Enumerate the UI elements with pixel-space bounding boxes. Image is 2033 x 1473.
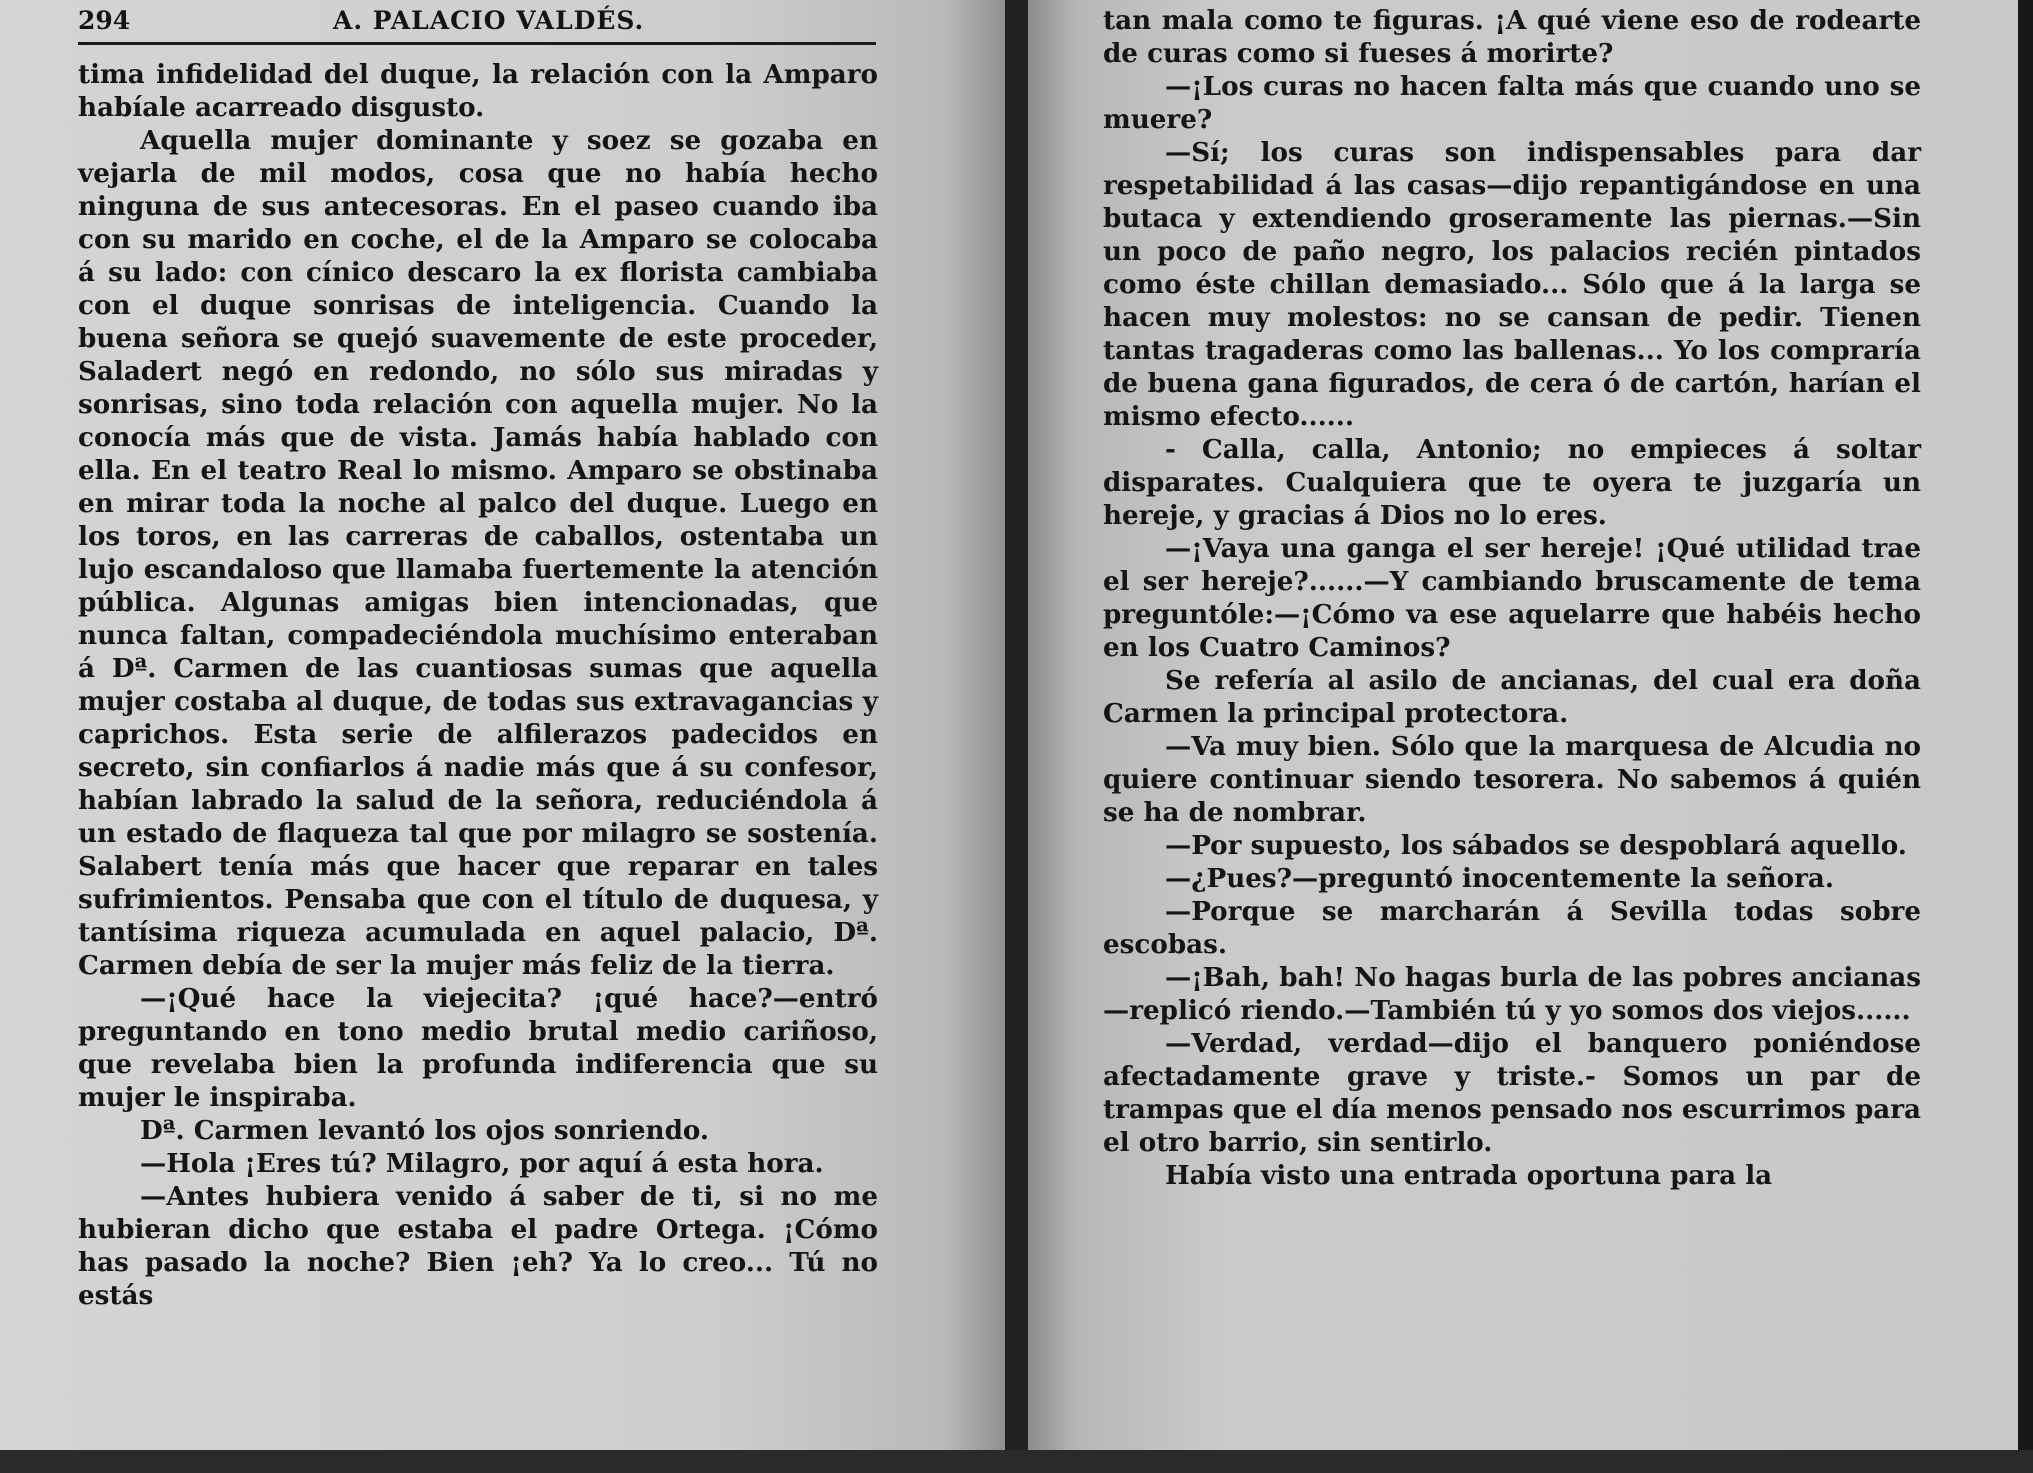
header-rule (78, 42, 876, 45)
running-head-title: A. PALACIO VALDÉS. (333, 6, 645, 35)
paragraph: —¡Vaya una ganga el ser hereje! ¡Qué utilidad trae el ser hereje?......—Y cambiando bruscamente de tema preguntóle:—¡Cómo va ese aquelarre que habéis hecho en los Cuatro Caminos? (1103, 533, 1921, 663)
paragraph: Aquella mujer dominante y soez se gozaba en vejarla de mil modos, cosa que no había hecho ninguna de sus antecesoras. En el paseo cuando iba con su marido en coche, el de la Amparo se colocaba á su lado: con cínico descaro la ex florista cambiaba con el duque sonrisas de inteligencia. Cuando la buena señora se quejó suavemente de este proceder, Saladert negó en redondo, no sólo sus miradas y sonrisas, sino toda relación con aquella mujer. No la conocía más que de vista. Jamás había hablado con ella. En el teatro Real lo mismo. Amparo se obstinaba en mirar toda la noche al palco del duque. Luego en los toros, en las carreras de caballos, ostentaba un lujo escandaloso que llamaba fuertemente la atención pública. Algunas amigas bien intencionadas, que nunca faltan, compadeciéndola muchísimo enteraban á Dª. Carmen de las cuantiosas sumas que aquella mujer costaba al duque, de todas sus extravagancias y caprichos. Esta serie de alfilerazos padecidos en secreto, sin confiarlos á nadie más que á su confesor, habían labrado la salud de la señora, reduciéndola á un estado de flaqueza tal que por milagro se sostenía. Salabert tenía más que hacer que reparar en tales sufrimientos. Pensaba que con el título de duquesa, y tantísima riqueza acumulada en aquel palacio, Dª. Carmen debía de ser la mujer más feliz de la tierra. (78, 125, 878, 981)
paragraph: —¡Bah, bah! No hagas burla de las pobres ancianas—replicó riendo.—También tú y yo somos dos viejos...... (1103, 962, 1921, 1026)
paragraph: —Por supuesto, los sábados se despoblará aquello. (1165, 830, 1907, 861)
paragraph: tan mala como te figuras. ¡A qué viene eso de rodearte de curas como si fueses á morirte? (1103, 5, 1921, 69)
paragraph: —Antes hubiera venido á saber de ti, si no me hubieran dicho que estaba el padre Ortega. ¡Cómo has pasado la noche? Bien ¡eh? Ya lo creo... Tú no estás (78, 1181, 878, 1311)
paragraph: —¡Los curas no hacen falta más que cuando uno se muere? (1103, 71, 1921, 135)
book-gutter (1005, 0, 1028, 1473)
left-page (0, 0, 1005, 1450)
paragraph: Había visto una entrada oportuna para la (1165, 1160, 1773, 1191)
paragraph: - Calla, calla, Antonio; no empieces á soltar disparates. Cualquiera que te oyera te juzgaría un hereje, y gracias á Dios no lo eres. (1103, 434, 1921, 531)
paragraph: Dª. Carmen levantó los ojos sonriendo. (140, 1115, 710, 1146)
paragraph: Se refería al asilo de ancianas, del cual era doña Carmen la principal protectora. (1103, 665, 1921, 729)
paragraph: —¡Qué hace la viejecita? ¡qué hace?—entró preguntando en tono medio brutal medio cariñoso, que revelaba bien la profunda indiferencia que su mujer le inspiraba. (78, 983, 878, 1113)
page-number: 294 (78, 6, 131, 35)
right-page (1028, 0, 2018, 1450)
left-page-text (78, 58, 878, 1312)
scan-bottom-edge (0, 1450, 2033, 1473)
paragraph: —Sí; los curas son indispensables para dar respetabilidad á las casas—dijo repantigándose en una butaca y extendiendo groseramente las piernas.—Sin un poco de paño negro, los palacios recién pintados como éste chillan demasiado... Sólo que á la larga se hacen muy molestos: no se cansan de pedir. Tienen tantas tragaderas como las ballenas... Yo los compraría de buena gana figurados, de cera ó de cartón, harían el mismo efecto...... (1103, 137, 1921, 432)
paragraph: —¿Pues?—preguntó inocentemente la señora. (1165, 863, 1835, 894)
paragraph: —Verdad, verdad—dijo el banquero poniéndose afectadamente grave y triste.- Somos un par de trampas que el día menos pensado nos escurrimos para el otro barrio, sin sentirlo. (1103, 1028, 1921, 1158)
paragraph: tima infidelidad del duque, la relación con la Amparo habíale acarreado disgusto. (78, 59, 878, 123)
running-head (78, 6, 878, 40)
right-page-text (1103, 4, 1921, 1192)
paragraph: —Hola ¡Eres tú? Milagro, por aquí á esta hora. (140, 1148, 824, 1179)
paragraph: —Porque se marcharán á Sevilla todas sobre escobas. (1103, 896, 1921, 960)
paragraph: —Va muy bien. Sólo que la marquesa de Alcudia no quiere continuar siendo tesorera. No sabemos á quién se ha de nombrar. (1103, 731, 1921, 828)
